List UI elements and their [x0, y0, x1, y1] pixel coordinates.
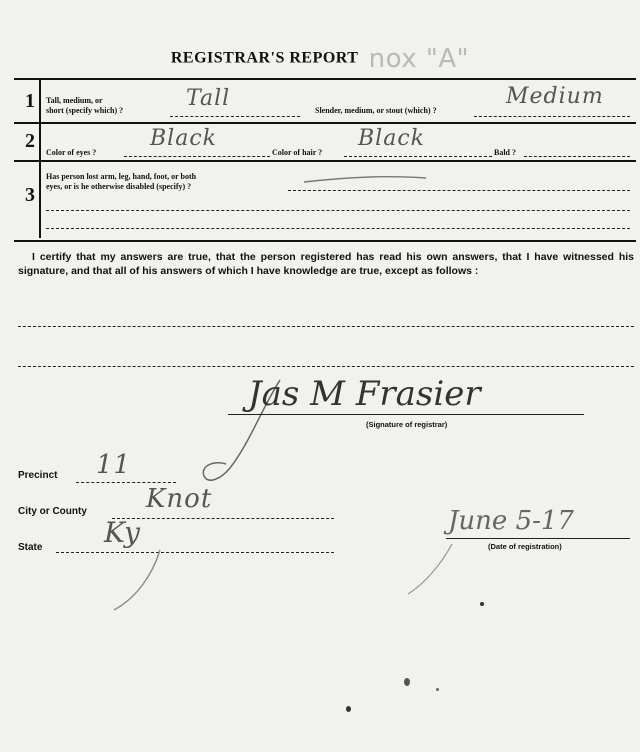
precinct-line [76, 482, 176, 483]
hair-line [344, 156, 492, 157]
row-divider-1 [14, 122, 636, 124]
height-label-line-1: Tall, medium, or [46, 96, 103, 105]
ink-speck [436, 688, 439, 691]
date-label: (Date of registration) [488, 542, 562, 551]
disabled-label-line-1: Has person lost arm, leg, hand, foot, or both [46, 172, 197, 181]
row-2-number: 2 [25, 130, 35, 152]
row-divider-2 [14, 160, 636, 162]
height-label-line-2: short (specify which) ? [46, 106, 124, 115]
disabled-pen-stroke [300, 172, 430, 186]
box-stamp: nox "A" [368, 44, 470, 74]
row-1-number: 1 [25, 90, 35, 112]
disabled-line-2 [46, 210, 630, 211]
signature-line [228, 414, 584, 415]
form-title [0, 44, 640, 74]
eyes-label: Color of eyes ? [46, 148, 97, 157]
city-county-label: City or County [18, 506, 87, 517]
precinct-value: 11 [96, 450, 132, 480]
build-line [474, 116, 630, 117]
certification-text [18, 250, 634, 278]
registration-date: June 5-17 [448, 506, 574, 536]
ink-speck [346, 706, 351, 712]
exceptions-line-2 [18, 366, 634, 367]
signature-label: (Signature of registrar) [366, 420, 448, 429]
date-descender-stroke [400, 540, 470, 600]
hair-value: Black [358, 126, 425, 151]
eyes-line [124, 156, 270, 157]
city-county-line [112, 518, 334, 519]
disabled-label-line-2: eyes, or is he otherwise disabled (specify) ? [46, 182, 192, 191]
build-value: Medium [506, 84, 604, 109]
precinct-label: Precinct [18, 470, 58, 481]
state-descender-stroke [100, 546, 190, 616]
height-line [170, 116, 300, 117]
exceptions-line-1 [18, 326, 634, 327]
state-line [56, 552, 334, 553]
ink-speck [480, 602, 484, 606]
height-value: Tall [186, 86, 231, 111]
certification-body: I certify that my answers are true, that the person registered has read his own answers, that I have witnessed his signature, and that all of his answers of which I have knowledge are true, except as follows : [18, 251, 634, 277]
date-line [446, 538, 630, 539]
disabled-line-1 [288, 190, 630, 191]
registrar-signature: Jas M Frasier [248, 374, 481, 414]
eyes-value: Black [150, 126, 217, 151]
build-label: Slender, medium, or stout (which) ? [315, 106, 437, 115]
ink-speck [404, 678, 410, 686]
city-county-value: Knot [146, 484, 213, 514]
row-3-number: 3 [25, 184, 35, 206]
disabled-line-3 [46, 228, 630, 229]
state-label: State [18, 542, 43, 553]
hair-label: Color of hair ? [272, 148, 323, 157]
state-value: Ky [104, 516, 141, 549]
bald-label: Bald ? [494, 148, 517, 157]
bald-line [524, 156, 630, 157]
form-title-text: REGISTRAR'S REPORT [170, 49, 359, 67]
